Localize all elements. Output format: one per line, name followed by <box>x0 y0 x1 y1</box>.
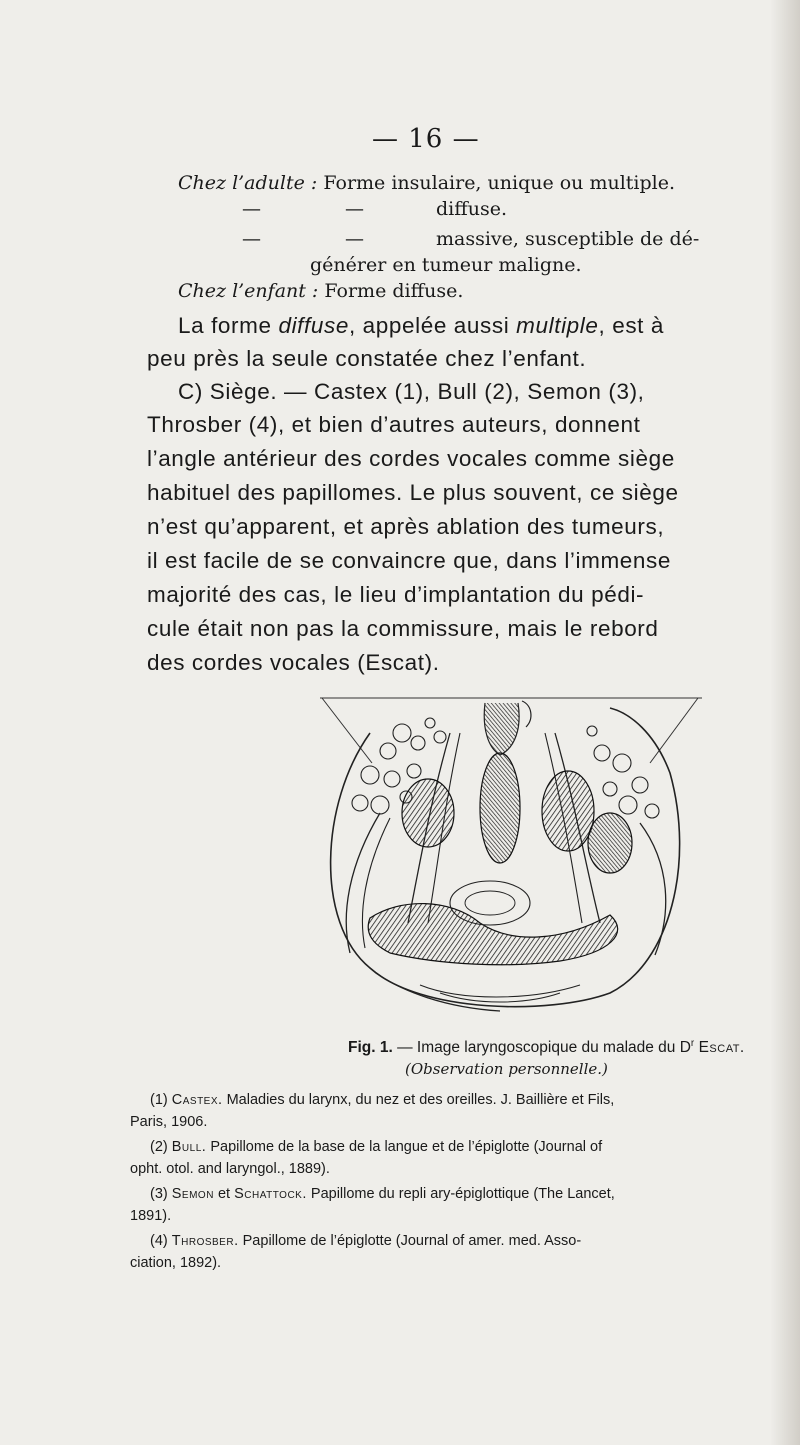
adult-line-3-cont: générer en tumeur maligne. <box>310 254 582 276</box>
paragraph-2-line-6: il est facile de se convaincre que, dans l’immense <box>147 548 671 573</box>
adult-dash-2a: — <box>242 228 261 250</box>
paragraph-2-line-3: l’angle antérieur des cordes vocales comme siège <box>147 446 675 471</box>
paragraph-2-line-5: n’est qu’apparent, et après ablation des tumeurs, <box>147 514 665 539</box>
child-label: Chez l’enfant : <box>178 280 319 302</box>
adult-line-3: massive, susceptible de dé- <box>436 228 700 250</box>
footnote-4: (4) Throsber. Papillome de l’épiglotte (Journal of amer. med. Asso- <box>150 1233 582 1249</box>
adult-line-2: diffuse. <box>436 198 508 220</box>
adult-label: Chez l’adulte : <box>178 172 318 194</box>
footnote-3: (3) Semon et Schattock. Papillome du repli ary-épiglottique (The Lancet, <box>150 1186 615 1202</box>
figure-number: Fig. 1. <box>348 1039 393 1057</box>
footnote-2-cont: opht. otol. and laryngol., 1889). <box>130 1161 330 1177</box>
paragraph-2-line-8: cule était non pas la commissure, mais le rebord <box>147 616 659 641</box>
footnote-4-cont: ciation, 1892). <box>130 1255 222 1271</box>
paragraph-2-line-4: habituel des papillomes. Le plus souvent, ce siège <box>147 480 679 505</box>
footnote-3-cont: 1891). <box>130 1208 172 1224</box>
footnote-1: (1) Castex. Maladies du larynx, du nez et des oreilles. J. Baillière et Fils, <box>150 1092 615 1108</box>
page-number: — 16 — <box>372 124 480 154</box>
figure-caption-sub: (Observation personnelle.) <box>405 1060 608 1078</box>
adult-dash-2b: — <box>345 228 364 250</box>
paragraph-2-line-9: des cordes vocales (Escat). <box>147 650 440 675</box>
adult-dash-1b: — <box>345 198 364 220</box>
page-edge-shadow <box>770 0 800 1445</box>
footnote-1-cont: Paris, 1906. <box>130 1114 208 1130</box>
adult-line-1: Chez l’adulte : Forme insulaire, unique ou multiple. <box>178 172 676 194</box>
paragraph-2-line-2: Throsber (4), et bien d’autres auteurs, donnent <box>147 412 641 437</box>
laryngoscopic-illustration <box>310 693 710 1018</box>
footnote-2: (2) Bull. Papillome de la base de la langue et de l’épiglotte (Journal of <box>150 1139 603 1155</box>
figure-caption: Fig. 1. — Image laryngoscopique du malade du $D^r$ Escat. <box>348 1038 745 1057</box>
child-line: Chez l’enfant : Forme diffuse. <box>178 280 464 302</box>
paragraph-2-line-1: C) Siège. — Castex (1), Bull (2), Semon (3), <box>178 379 645 404</box>
paragraph-2-line-7: majorité des cas, le lieu d’implantation du pédi- <box>147 582 645 607</box>
adult-dash-1a: — <box>242 198 261 220</box>
paragraph-1-line-1: La forme diffuse, appelée aussi multiple, est à <box>178 313 664 338</box>
paragraph-1-line-2: peu près la seule constatée chez l’enfant. <box>147 346 587 371</box>
